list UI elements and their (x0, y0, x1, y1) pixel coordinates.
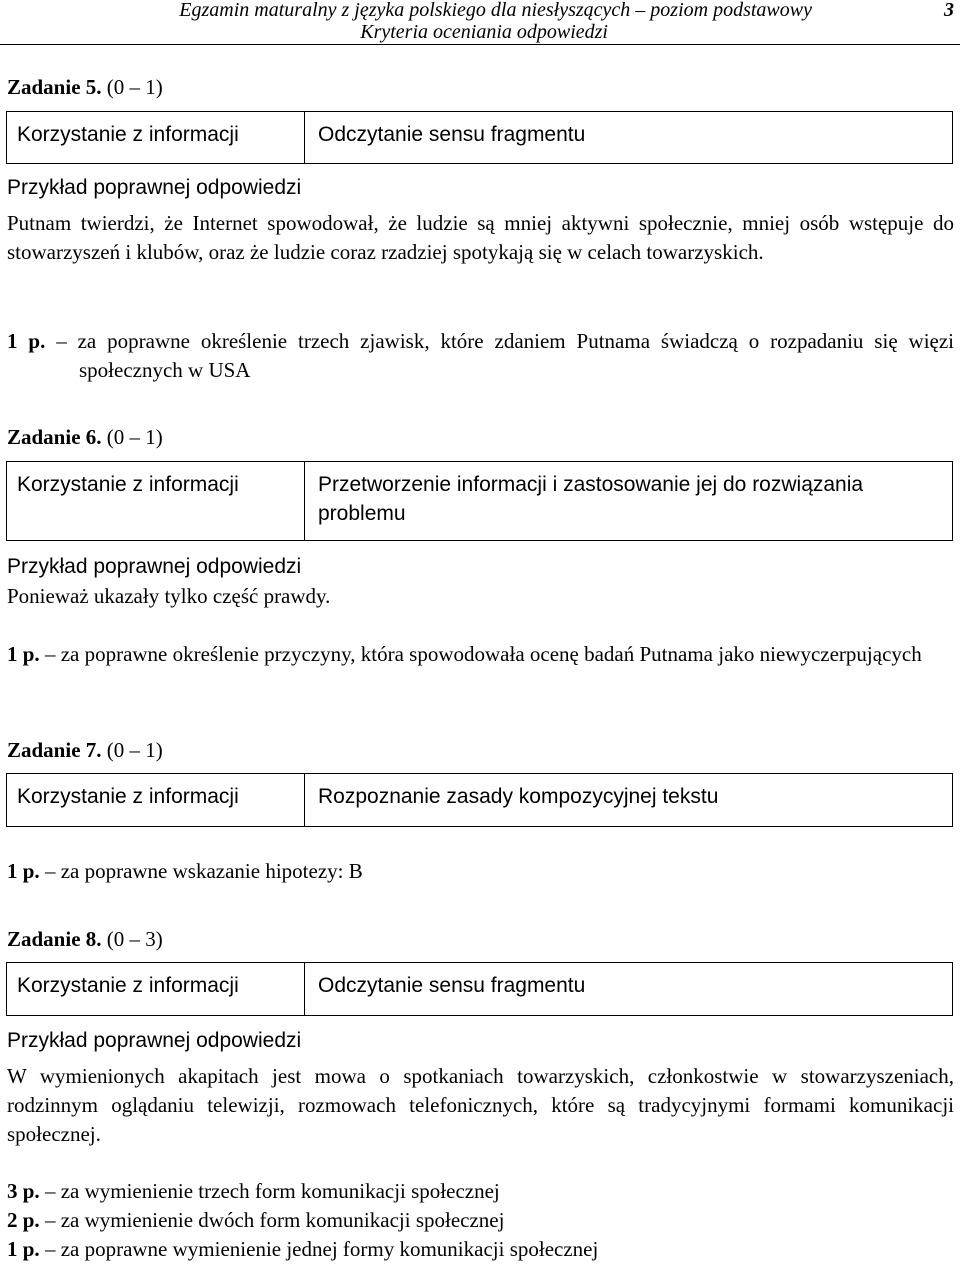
task-8-points: (0 – 3) (106, 927, 163, 951)
criterion-points: 2 p. (7, 1208, 45, 1232)
criterion-points: 1 p. (7, 329, 57, 353)
task-5-criteria (7, 327, 954, 385)
criterion-points: 1 p. (7, 642, 45, 666)
task-8-criteria (7, 1177, 954, 1264)
task-8-requirement: Odczytanie sensu fragmentu (318, 974, 586, 997)
task-6-heading (7, 423, 163, 452)
task-8-heading (7, 925, 163, 954)
criterion-row (7, 640, 954, 669)
criterion-points: 3 p. (7, 1179, 45, 1203)
task-7-skill: Korzystanie z informacji (7, 774, 305, 826)
task-5-points: (0 – 1) (106, 75, 163, 99)
criterion-row (7, 1177, 954, 1206)
criterion-row (7, 857, 954, 886)
criterion-text: – za wymienienie dwóch form komunikacji społecznej (44, 1208, 505, 1232)
task-5-title: Zadanie 5. (7, 75, 102, 99)
criterion-row (7, 1235, 954, 1264)
task-8-example-label: Przykład poprawnej odpowiedzi (7, 1029, 302, 1052)
task-7-points: (0 – 1) (106, 738, 163, 762)
task-7-heading (7, 736, 163, 765)
header-divider (0, 44, 960, 45)
task-7-skill-table (6, 773, 953, 827)
criterion-text: – za wymienienie trzech form komunikacji społecznej (44, 1179, 500, 1203)
task-6-points: (0 – 1) (106, 425, 163, 449)
task-6-example-label: Przykład poprawnej odpowiedzi (7, 555, 302, 578)
criterion-text: – za poprawne wymienienie jednej formy komunikacji społecznej (44, 1237, 599, 1261)
header-subtitle: Kryteria oceniania odpowiedzi (360, 21, 608, 43)
task-6-title: Zadanie 6. (7, 425, 102, 449)
task-6-example-text: Ponieważ ukazały tylko część prawdy. (7, 584, 331, 608)
task-5-example-text: Putnam twierdzi, że Internet spowodował, że ludzie są mniej aktywni społecznie, mniej osób wstępuje do stowarzyszeń i klubów, oraz że ludzie coraz rzadziej spotykają się w celach towarzyskich. (7, 211, 954, 264)
task-6-criteria (7, 640, 954, 669)
task-5-skill-table (6, 111, 953, 164)
criterion-text: – za poprawne określenie przyczyny, która spowodowała ocenę badań Putnama jako niewyczerpujących (44, 642, 922, 666)
page-header (0, 0, 960, 46)
task-5-requirement: Odczytanie sensu fragmentu (318, 123, 586, 146)
criterion-row (7, 1206, 954, 1235)
page-number: 3 (944, 0, 954, 21)
task-8-skill-table (6, 962, 953, 1016)
task-6-requirement: Przetworzenie informacji i zastosowanie jej do rozwiązania problemu (318, 473, 864, 525)
header-title: Egzamin maturalny z języka polskiego dla niesłyszących – poziom podstawowy (179, 0, 812, 21)
task-8-title: Zadanie 8. (7, 927, 102, 951)
criterion-row (7, 327, 954, 385)
task-5-heading (7, 73, 163, 102)
criterion-points: 1 p. (7, 1237, 45, 1261)
task-7-title: Zadanie 7. (7, 738, 102, 762)
task-7-requirement: Rozpoznanie zasady kompozycyjnej tekstu (318, 785, 719, 808)
task-7-criteria (7, 857, 954, 886)
criterion-points: 1 p. (7, 859, 45, 883)
task-5-example-label: Przykład poprawnej odpowiedzi (7, 176, 302, 199)
task-8-skill: Korzystanie z informacji (7, 963, 305, 1015)
task-5-skill: Korzystanie z informacji (7, 112, 305, 163)
task-8-example-text: W wymienionych akapitach jest mowa o spotkaniach towarzyskich, członkostwie w stowarzyszeniach, rodzinnym oglądaniu telewizji, rozmowach telefonicznych, które są tradycyjnymi formami komunikacji społecznej. (7, 1064, 954, 1146)
task-6-skill: Korzystanie z informacji (7, 462, 305, 540)
task-6-skill-table (6, 461, 953, 541)
criterion-text: – za poprawne wskazanie hipotezy: B (44, 859, 363, 883)
criterion-text: – za poprawne określenie trzech zjawisk, które zdaniem Putnama świadczą o rozpadaniu się więzi społecznych w USA (56, 329, 955, 382)
